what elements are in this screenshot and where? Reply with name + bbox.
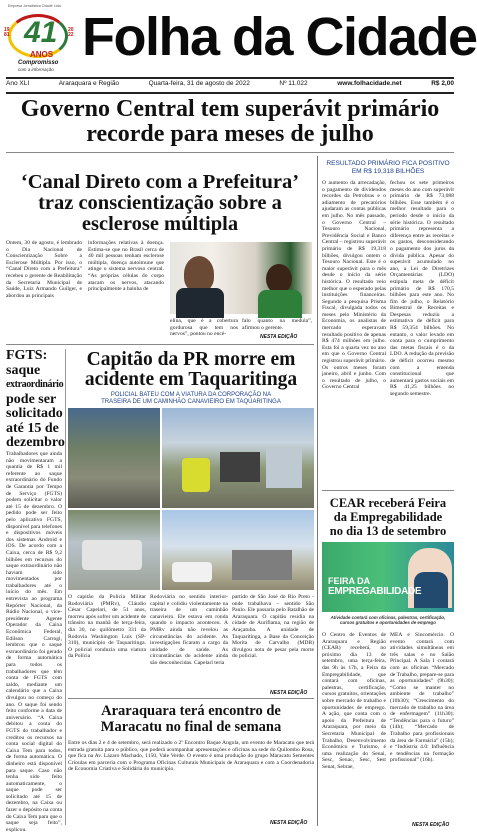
badge-years-left: 1981: [4, 27, 10, 38]
main-headline[interactable]: [6, 97, 454, 147]
fgts-headline-line2: saque: [6, 362, 41, 378]
pr-subhead-line2: TRASEIRA DE UM CAMINHÃO CANAVIEIRO EM TAQUARITINGA: [101, 399, 281, 405]
maracatu-body: Entre os dias 2 e 4 de setembro, será realizado o 2º Encontro Baque Angola, um evento de Maracatu que terá entrada gratuita para o público, que poderá acompanhar apresentações e oficinas na sede do Quilombo Rosa, que fica na Av. Lázaro Machado, 1150, Vale Verde. O evento é uma produção do grupo Maracatu Sementes Crioulas em parceria com o Programa Oficinas Culturais Municipais de Araraquara e com a Coordenadoria de Economia Criativa e Solidária do município.: [68, 740, 314, 773]
maracatu-headline-line1: Araraquara terá encontro de: [101, 703, 281, 719]
cear-credit: NESTA EDIÇÃO: [412, 822, 450, 828]
cear-banner: [322, 542, 454, 612]
registry-text: Empresa Jornalística Cidade Ltda.: [8, 4, 62, 8]
main-headline-line1: Governo Central tem superávit primário: [20, 96, 440, 122]
masthead: [0, 0, 477, 86]
badge-anos: ANOS: [30, 50, 54, 59]
cear-headline-line1: CEAR receberá Feira: [329, 496, 447, 510]
info-bar: [6, 80, 454, 90]
canal-col1: Ontem, 30 de agosto, é lembrado o Dia Nacional de Conscientização Sobre a Esclerose Múltipla. Por isso, o “Canal Direto com a Prefeitura” recebeu o gerente de Reabilitação da Secretaria Municipal de Saúde, Luiz Armando Guilger, e abordou as principais: [6, 240, 82, 299]
fgts-headline[interactable]: [6, 348, 65, 451]
pr-photo-top-right: [162, 408, 314, 508]
website-link[interactable]: www.folhacidade.net: [337, 80, 402, 87]
canal-headline-line3: esclerose múltipla: [81, 213, 239, 235]
badge-years-right: 2022: [68, 27, 74, 38]
pr-col3: partido de São José do Rio Preto - onde trabalhava – sentido São Paulo. Ele passaria pelo Batalhão de Araraquara. O capitão residia na cidade de Auriflama, na região de Araçatuba. A unidade de Taquaritinga, a Base da Conceição Morita de Carvalho (MDB) divulgou nota de pesar pela morte do policial.: [232, 594, 314, 660]
canal-headline[interactable]: [6, 172, 314, 235]
canal-credit: NESTA EDIÇÃO: [260, 334, 298, 340]
pr-subhead: [68, 392, 314, 406]
canal-headline-line2: traz conscientização sobre a: [38, 192, 282, 214]
edition-year: Ano XLI: [6, 80, 30, 87]
edition-number: Nº 11.022: [279, 80, 308, 87]
pr-headline[interactable]: [68, 350, 314, 390]
cear-col1: O Centro de Eventos de Araraquara e Região (CEAR) receberá, no próximo dia 13 de setembro, uma terça-feira, das 9h às 17h, a Feira da Empregabilidade, que contará com oficinas, palestras, certificação, cursos gratuitos, orientações sobre mercado de trabalho e oportunidades de emprego. A ação, que conta com o apoio da Prefeitura de Araraquara, por meio da Secretaria Municipal de Trabalho, Desenvolvimento Econômico e Turismo, é uma realização do Senai, Sesc, Senac, Sesc, Sest Senat, Sebrae,: [322, 632, 386, 770]
maracatu-headline[interactable]: [68, 704, 314, 735]
badge-slogan-1: Compromisso: [18, 60, 59, 66]
pr-headline-line2: acidente em Taquaritinga: [84, 369, 298, 390]
cear-headline[interactable]: [322, 496, 454, 538]
cear-caption-line1: Atividade contará com oficinas, palestras, certificação,: [330, 615, 446, 620]
fgts-headline-line5: solicitado: [6, 406, 63, 421]
newspaper-title: Folha da Cidade: [82, 7, 477, 67]
cear-caption: [322, 615, 454, 626]
person-left-icon: [184, 256, 214, 292]
badge-number: 41: [24, 16, 58, 49]
cear-banner-line2: EMPREGABILIDADE: [328, 586, 422, 597]
fgts-headline-line4: pode ser: [6, 391, 57, 407]
pr-headline-line1: Capitão da PR morre em: [86, 349, 296, 370]
superavit-kicker: [322, 160, 454, 176]
fgts-headline-line1: FGTS:: [6, 348, 48, 363]
superavit-kicker-line1: RESULTADO PRIMÁRIO FICA POSITIVO: [326, 160, 450, 167]
pr-photo-bottom-left: [68, 510, 160, 590]
cear-caption-line2: cursos gratuitos e oportunidades de emprego: [340, 620, 436, 626]
cear-banner-line1: FEIRA DA: [328, 576, 371, 586]
superavit-col1: O aumento da arrecadação, o pagamento de dividendos recordes da Petrobras e o adiamento de precatórios ajudaram as contas públicas em julho. No mês passado, o Governo Central – Tesouro Nacional, Previdência Social e Banco Central – registrou superávit primário de R$ 19,318 bilhões, divulgou ontem o Tesouro Nacional. Este é o maior superávit para o mês desde o início da série histórica. O resultado veio melhor que o esperado pelas instituições financeiras. Segundo a pesquisa Prisma Fiscal, divulgada todos os meses pelo Ministério da Economia, os analistas de mercado esperavam resultado positivo de apenas R$ 474 milhões em julho. Esta foi a quarta vez no ano em que o Governo Central registrou superávit primário. Os outros meses foram janeiro, abril e junho. Com o resultado de julho, o Governo Central: [322, 180, 386, 391]
canal-caption-left: elina, que é a cobertura gordurosa que tem nos nervos”, pontou no encé-: [170, 318, 238, 338]
pr-photo-bottom-right: [162, 510, 314, 590]
maracatu-credit: NESTA EDIÇÃO: [270, 820, 308, 826]
pr-subhead-line1: POLICIAL BATEU COM A VIATURA DA CORPORAÇÃO NA: [110, 392, 272, 398]
fgts-headline-line6: até 15 de: [6, 420, 59, 436]
cear-headline-line2: da Empregabilidade: [333, 510, 443, 524]
pr-col1: O capitão da Polícia Militar Rodoviária (PMRv), Cláudio César Capelari, de 51 anos, morreu após sofrer um acidente de trânsito na manhã de terça-feira, dia 30, no quilômetro 331 da Rodovia Washington Luís (SP-310), município de Taquaritinga. O policial conduzia uma viatura da Polícia: [68, 594, 146, 660]
maracatu-headline-line2: Maracatu no final de semana: [100, 718, 282, 735]
cear-headline-line3: no dia 13 de setembro: [329, 524, 447, 538]
edition-date: Quarta-feira, 31 de agosto de 2022: [148, 80, 250, 87]
edition-region: Araraquara e Região: [58, 80, 120, 87]
canal-headline-line1: ‘Canal Direto com a Prefeitura’: [20, 171, 300, 193]
superavit-kicker-line2: EM R$ 19,318 BILHÕES: [351, 168, 425, 175]
fgts-body: Trabalhadores que ainda não movimentaram a quantia de R$ 1 mil referente ao saque extraordinário do Fundo de Garantia por Tempo de Serviço (FGTS) podem solicitar o valor até 15 de dezembro. O pedido pode ser feito pelo aplicativo FGTS, disponível para telefones e dispositivos móveis dos sistemas Android e iOS. De acordo com a Caixa, cerca de R$ 9,2 bilhões em recursos do saque extraordinário não haviam sido movimentados por trabalhadores até o início do mês. Em entrevista ao programa Repórter Nacional, da Rádio Nacional, o vice-presidente Agente Operador da Caixa Econômica Federal, Edilson Carrogi, lembrou que o saque extraordinário foi gerado de forma automática para todos os trabalhadores que têm conta de FGTS com saldo, mediante um calendário que a Caixa divulgou no começo do ano. O saque foi sendo feito conforme a data de aniversário. “A Caixa debitou a conta do FGTS do trabalhador e creditou os recursos na conta social digital do Caixa Tem para todos, de forma automática. O dinheiro está disponível para saque. Caso não tenha sido feito automaticamente, o saque pode ser solicitado até 15 de dezembro, na Caixa ou fazer o depósito na conta do Caixa Tem para que o saque seja feito”, explicou.: [6, 451, 62, 833]
main-headline-line2: recorde para meses de julho: [86, 121, 374, 147]
fgts-headline-line3: extraordinário: [6, 379, 64, 390]
badge-slogan-2: com a informação: [18, 67, 54, 72]
canal-caption-right: falo quanto na medula”, afirmou o gerente.: [242, 318, 312, 331]
pr-photo-top-left: [68, 408, 160, 508]
canal-photo: [170, 242, 312, 314]
anniversary-badge: [6, 10, 74, 72]
edition-price: R$ 2,00: [431, 80, 454, 87]
pr-credit: NESTA EDIÇÃO: [270, 690, 308, 696]
fgts-headline-line7: dezembro: [6, 435, 65, 450]
pr-col2: Rodoviária no sentido interior-capital e colidiu violentamente na traseira de um caminhão canavieiro. Ele estava em ronda quando o impacto aconteceu. A PMRv ainda não revelou as circunstâncias do acidente. As investigações ficaram a cargo da unidade de saúde. As circunstâncias do acidente ainda são desconhecidas. Capelari teria: [150, 594, 228, 666]
superavit-col2: fechou os sete primeiros meses do ano com superávit primário de R$ 73,088 bilhões. Esse também é o melhor resultado para o período desde o início da série histórica. O resultado primário representa a diferença entre as receitas e os gastos, desconsiderando o pagamento dos juros da dívida pública. Apesar do superávit acumulado no ano, a Lei de Diretrizes Orçamentárias (LDO) estipula meta de déficit primário de R$ 170,5 bilhões para este ano. No fim de julho, o Relatório Bimestral de Receitas e Despesas reduziu a estimativa de déficit para R$ 59,354 bilhões. No entanto, o valor levado em conta para o cumprimento das metas fiscais é o da LDO. A redução da previsão de déficit ocorreu mesmo com a emenda constitucional que aumentará gastos sociais em R$ 41,25 bilhões no segundo semestre.: [390, 180, 454, 397]
cear-col2: MEA e Sincomércio. O evento contará com atividades simultâneas em três salas e no Salão Principal. A Sala 1 contará com as oficinas “Mercado de Trabalho, prepare-se para as oportunidades” (9h30); “Como se manter no ambiente de trabalho” (10h30); “Crescimento do mercado de trabalho na área de enfermagem” (11h30); “Tendências para o futuro” (14h); “Mercado de Trabalho para profissionais da área de Farmácia” (15h); e “Indústria 4.0: Influência e tendências na formação profissional” (16h).: [390, 632, 454, 764]
canal-col2: informações relativas à doença. Estima-se que no Brasil cerca de 40 mil pessoas tenham esclerose múltipla, doença autoimune que atinge o sistema nervoso central. “As próprias células do corpo atacam os nervos, atacando principalmente a bainha de: [88, 240, 164, 293]
